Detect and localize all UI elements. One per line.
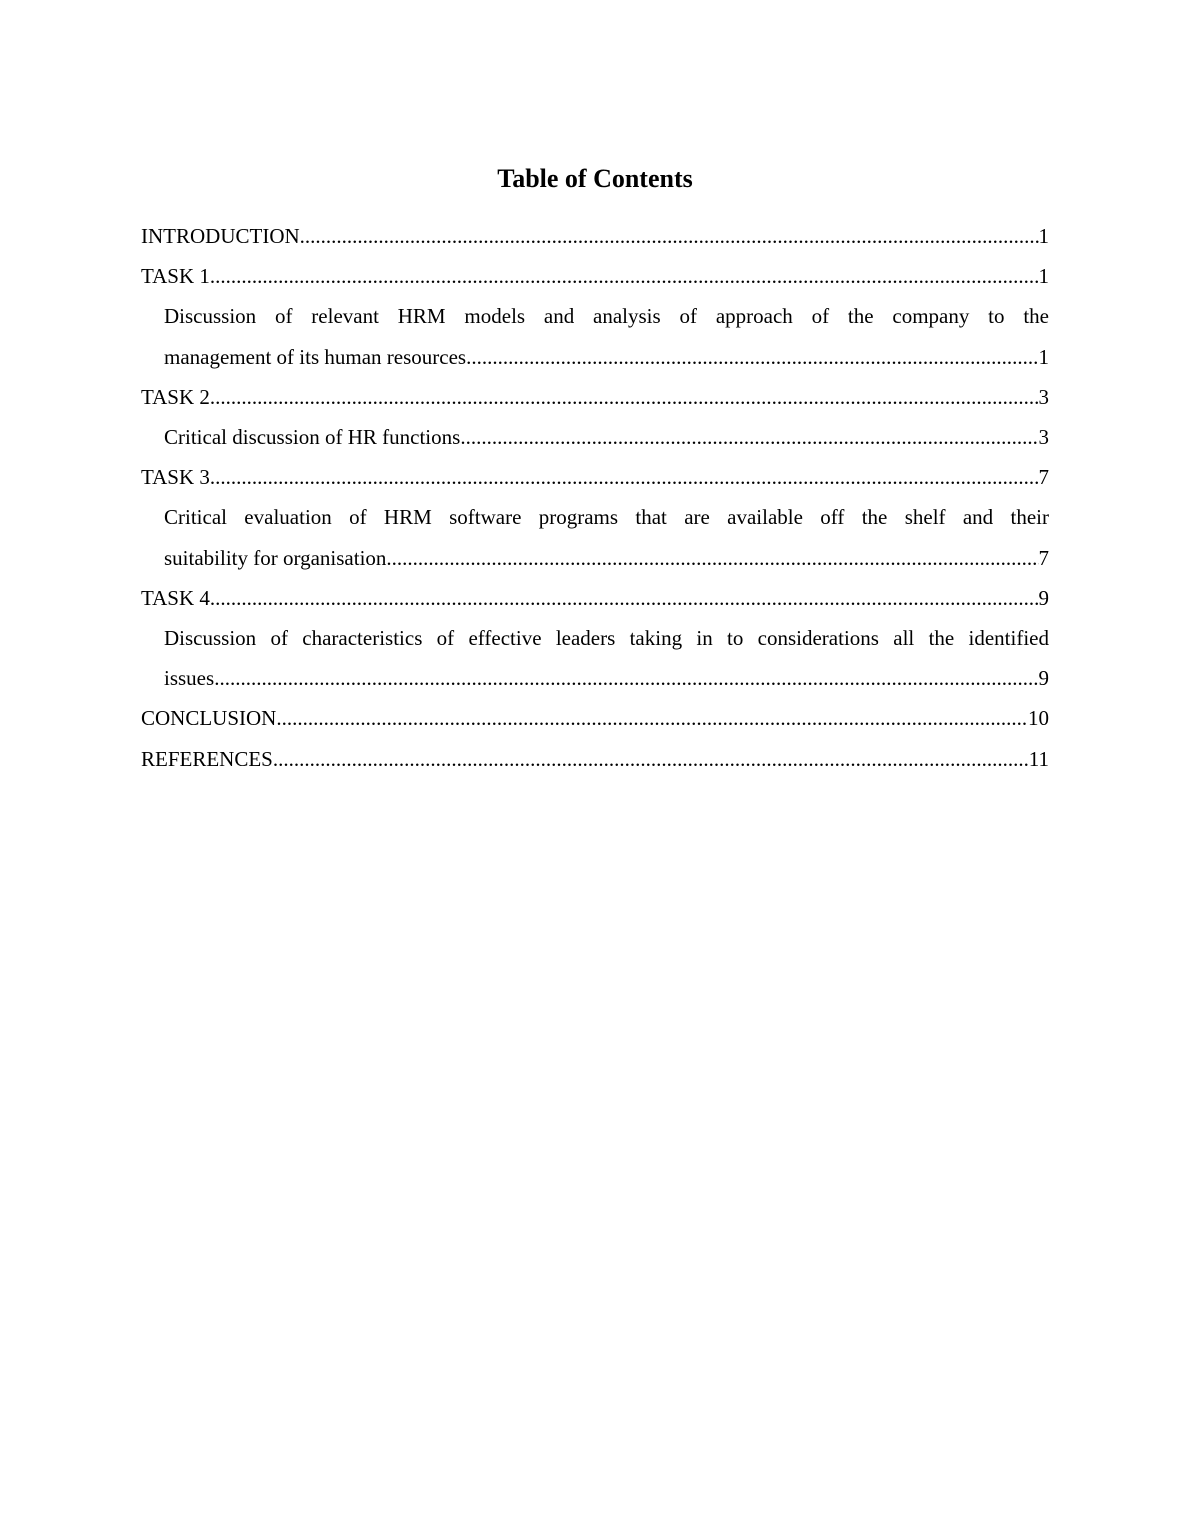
toc-page-number: 7 — [1038, 545, 1049, 570]
toc-entry-introduction[interactable] — [141, 216, 1049, 256]
toc-entry-hrm-software[interactable] — [164, 497, 1049, 577]
toc-entry-hr-functions[interactable] — [164, 417, 1049, 457]
toc-leader-dots — [276, 698, 1028, 738]
toc-entry-task-2[interactable] — [141, 377, 1049, 417]
toc-leader-dots — [300, 216, 1039, 256]
toc-page-number: 1 — [1038, 224, 1049, 248]
toc-leader-dots — [210, 457, 1039, 497]
toc-entry-title: CONCLUSION — [141, 706, 277, 731]
toc-page-number: 9 — [1038, 666, 1049, 691]
toc-leader-dots — [210, 377, 1039, 417]
toc-entry-title-line-1: Discussion of characteristics of effective leaders taking in to considerations all the identified — [164, 626, 1049, 651]
toc-leader-dots — [210, 256, 1039, 296]
toc-title: Table of Contents — [497, 164, 693, 193]
toc-entry-references[interactable] — [141, 739, 1049, 779]
toc-entry-task-1[interactable] — [141, 256, 1049, 296]
toc-entry-title-line-2: issues — [164, 666, 215, 691]
toc-page-number: 9 — [1038, 585, 1049, 610]
toc-page-number: 1 — [1038, 344, 1049, 369]
toc-entry-task-3[interactable] — [141, 457, 1049, 497]
toc-entry-title-line-2: management of its human resources — [164, 344, 467, 369]
toc-leader-dots — [386, 538, 1038, 578]
toc-leader-dots — [210, 578, 1039, 618]
toc-page-number: 7 — [1038, 465, 1049, 490]
toc-leader-dots — [460, 417, 1038, 457]
toc-leader-dots — [466, 337, 1038, 377]
toc-entry-task-4[interactable] — [141, 578, 1049, 618]
toc-page-number: 3 — [1038, 425, 1049, 450]
toc-entry-title: REFERENCES — [141, 746, 273, 771]
toc-page-number: 11 — [1028, 746, 1049, 771]
toc-leader-dots — [214, 658, 1038, 698]
toc-entry-title-line-2: suitability for organisation — [164, 545, 387, 570]
table-of-contents — [141, 216, 1049, 779]
toc-page-number: 10 — [1028, 706, 1049, 731]
toc-leader-dots — [273, 739, 1029, 779]
toc-entry-title: Critical discussion of HR functions — [164, 425, 461, 450]
toc-entry-title: TASK 2 — [141, 384, 210, 409]
toc-entry-title: TASK 1 — [141, 264, 210, 289]
toc-entry-effective-leaders[interactable] — [164, 618, 1049, 698]
toc-entry-hrm-models[interactable] — [164, 296, 1049, 376]
toc-entry-title: INTRODUCTION — [141, 224, 300, 248]
toc-page-number: 1 — [1038, 264, 1049, 289]
toc-entry-title-line-1: Discussion of relevant HRM models and analysis of approach of the company to the — [164, 304, 1049, 329]
toc-entry-title: TASK 3 — [141, 465, 210, 490]
toc-entry-title-line-1: Critical evaluation of HRM software programs that are available off the shelf and their — [164, 505, 1049, 530]
toc-page-number: 3 — [1038, 384, 1049, 409]
toc-entry-title: TASK 4 — [141, 585, 210, 610]
toc-entry-conclusion[interactable] — [141, 698, 1049, 738]
